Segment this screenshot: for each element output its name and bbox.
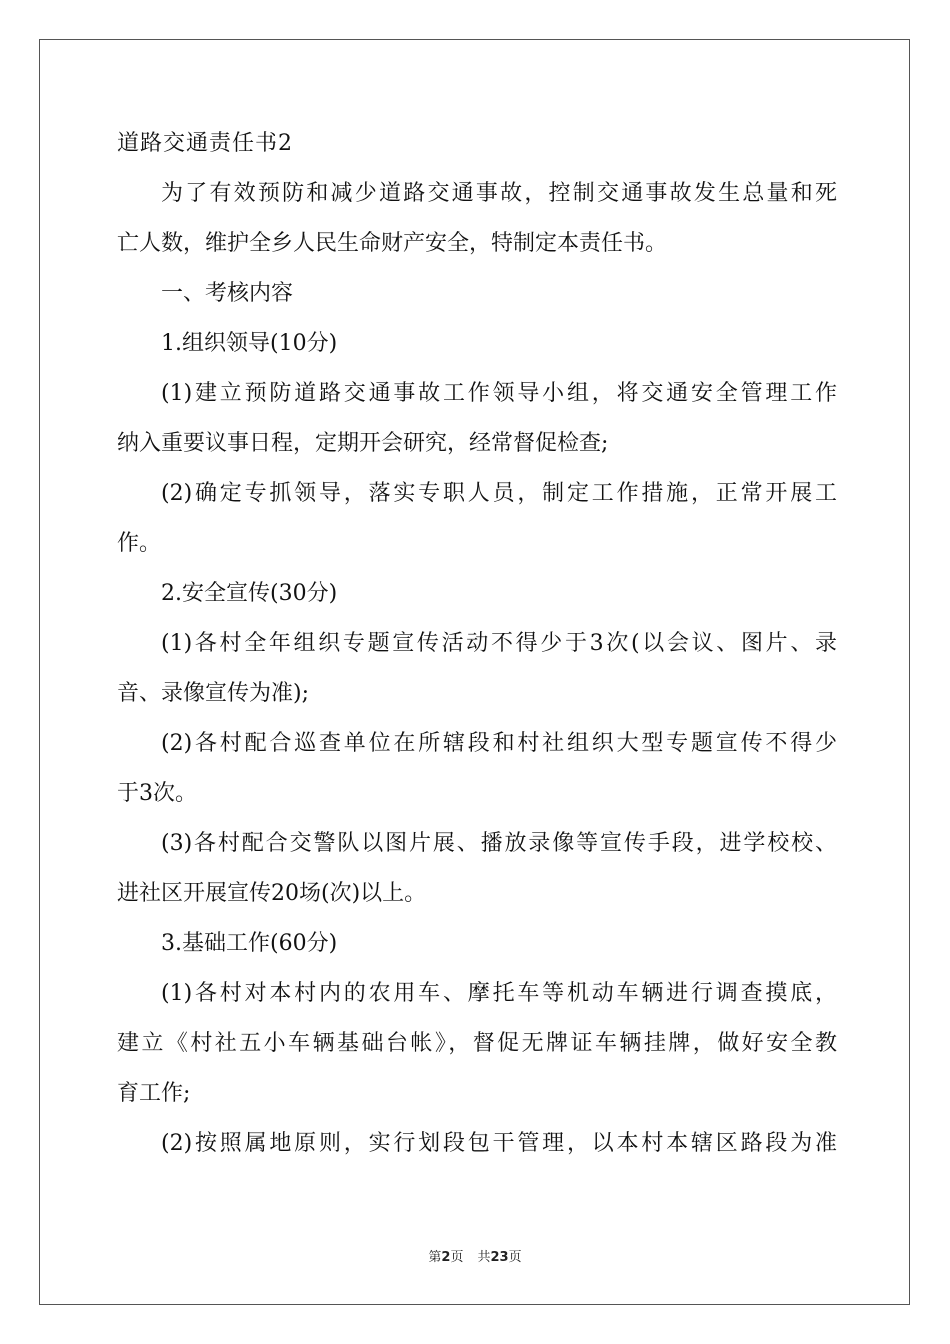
total-pages: 23 [490,1250,509,1265]
text-line: 2.安全宣传(30分) [161,581,338,606]
list-item [117,482,837,556]
list-item [117,732,837,806]
list-item [117,632,837,706]
page-footer [0,1246,950,1265]
text-line: (3)各村配合交警队以图片展、播放录像等宣传手段，进学校校、 [161,831,837,856]
text-line: 为了有效预防和减少道路交通事故，控制交通事故发生总量和死 [161,181,837,206]
text-line: 于3次。 [117,781,197,806]
text-line: 亡人数，维护全乡人民生命财产安全，特制定本责任书。 [117,231,668,256]
page-number: 2 [441,1250,451,1265]
text-line: (2)各村配合巡查单位在所辖段和村社组织大型专题宣传不得少 [161,731,837,756]
list-item [117,382,837,456]
list-item [117,832,837,906]
page-suffix: 页 [450,1250,464,1265]
text-line: (1)各村全年组织专题宣传活动不得少于3次(以会议、图片、录 [161,631,837,656]
text-line: 纳入重要议事日程，定期开会研究，经常督促检查; [117,431,609,456]
text-line: 一、考核内容 [161,281,294,306]
text-line: 3.基础工作(60分) [161,931,338,956]
text-line: 1.组织领导(10分) [161,331,338,356]
total-prefix: 共 [477,1250,491,1265]
text-line: (1)建立预防道路交通事故工作领导小组，将交通安全管理工作 [161,381,837,406]
text-line: (2)按照属地原则，实行划段包干管理，以本村本辖区路段为准 [161,1131,837,1156]
page-prefix: 第 [428,1250,442,1265]
subsection-heading [117,332,837,356]
text-line: 建立《村社五小车辆基础台帐》，督促无牌证车辆挂牌，做好安全教 [117,1031,837,1056]
paragraph-intro [117,182,837,256]
text-line: 进社区开展宣传20场(次)以上。 [117,881,427,906]
document-body [117,132,837,1182]
list-item [117,982,837,1106]
text-line: 音、录像宣传为准); [117,681,309,706]
subsection-heading [117,582,837,606]
text-line: (1)各村对本村内的农用车、摩托车等机动车辆进行调查摸底， [161,981,837,1006]
text-line: 育工作; [117,1081,191,1106]
subsection-heading [117,932,837,956]
text-line: 作。 [117,531,162,556]
text-line: (2)确定专抓领导，落实专职人员，制定工作措施，正常开展工 [161,481,837,506]
document-title: 道路交通责任书2 [117,131,293,156]
list-item [117,1132,837,1156]
section-heading [117,282,837,306]
total-suffix: 页 [508,1250,522,1265]
